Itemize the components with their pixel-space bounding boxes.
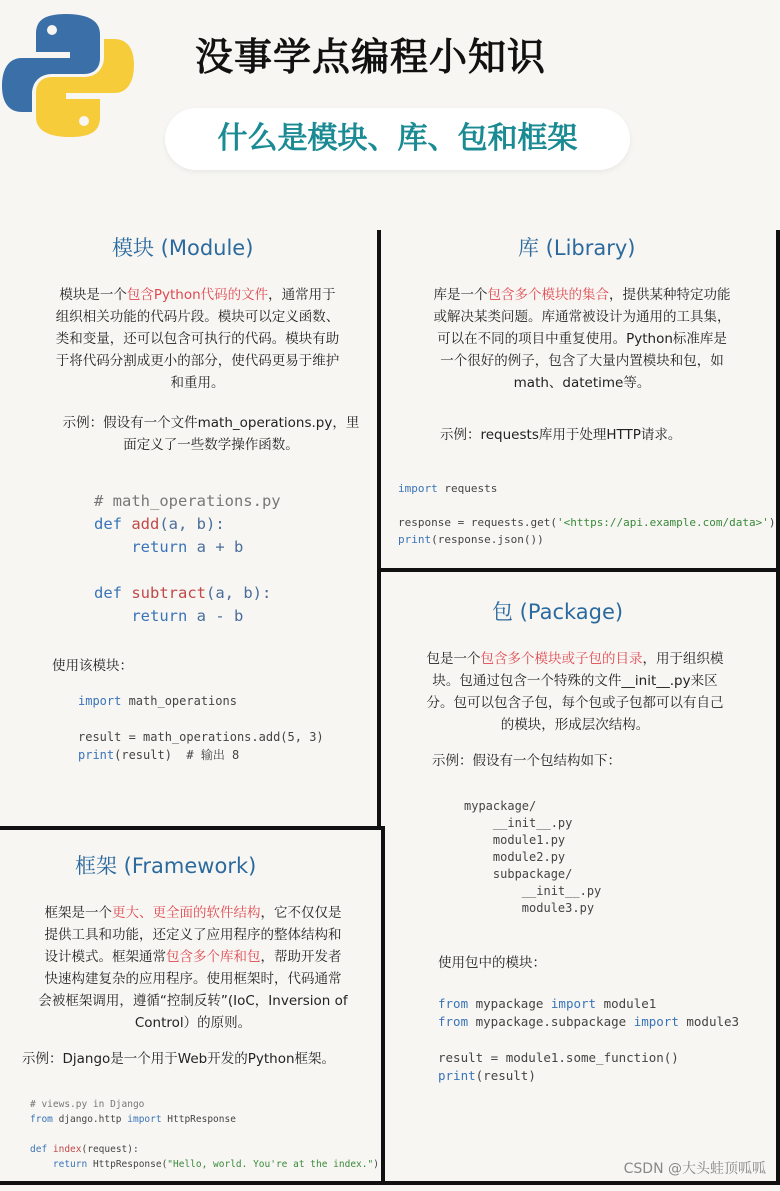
- library-title: 库 (Library): [518, 236, 636, 260]
- package-tree: mypackage/ __init__.py module1.py module2.py subpackage/ __init__.py module3.py: [464, 799, 602, 915]
- package-usage-code: from mypackage import module1 from mypackage.subpackage import module3 result = module1.some_function() print(result): [438, 996, 740, 1083]
- framework-highlight-1: 更大、更全面的软件结构: [112, 905, 261, 921]
- watermark: CSDN @大头蛙顶呱呱: [623, 1161, 766, 1177]
- divider-vertical-top: [377, 230, 381, 830]
- divider-bottom: [0, 1181, 780, 1185]
- framework-description: 框架是一个更大、更全面的软件结构，它不仅仅是提供工具和功能，还定义了应用程序的整体结构和设计模式。框架通常包含多个库和包，帮助开发者快速构建复杂的应用程序。使用框架时，代码通常会被框架调用，遵循“控制反转”(IoC，Inversion of Control）的原则。: [38, 905, 348, 1031]
- python-logo-icon: [0, 8, 135, 143]
- module-description: 模块是一个包含Python代码的文件，通常用于组织相关功能的代码片段。模块可以定义函数、类和变量，还可以包含可执行的代码。模块有助于将代码分割成更小的部分，使代码更易于维护和重用。: [55, 287, 340, 391]
- module-title: 模块 (Module): [112, 236, 254, 260]
- divider-vertical-bottom: [381, 826, 385, 1181]
- framework-highlight-2: 包含多个库和包: [166, 949, 261, 965]
- package-description: 包是一个包含多个模块或子包的目录，用于组织模块。包通过包含一个特殊的文件__init__.py来区分。包可以包含子包，每个包或子包都可以有自己的模块，形成层次结构。: [426, 651, 724, 733]
- framework-code-block: # views.py in Django from django.http import HttpResponse def index(request): return HttpResponse("Hello, world. You're at the index."): [30, 1099, 379, 1170]
- library-example: 示例：requests库用于处理HTTP请求。: [440, 427, 682, 443]
- module-usage-label: 使用该模块：: [52, 658, 133, 674]
- module-code-block: # math_operations.py def add(a, b): return a + b def subtract(a, b): return a - b: [94, 492, 281, 625]
- library-description: 库是一个包含多个模块的集合，提供某种特定功能或解决某类问题。库通常被设计为通用的工具集，可以在不同的项目中重复使用。Python标准库是一个很好的例子，包含了大量内置模块和包，如math、datetime等。: [433, 287, 731, 391]
- module-usage-code: import math_operations result = math_operations.add(5, 3) print(result) # 输出 8: [78, 694, 324, 762]
- divider-horizontal-right: [381, 568, 780, 572]
- package-usage-label: 使用包中的模块：: [438, 955, 546, 971]
- framework-example: 示例：Django是一个用于Web开发的Python框架。: [22, 1051, 336, 1067]
- package-highlight: 包含多个模块或子包的目录: [480, 651, 643, 667]
- library-code-block: import requests response = requests.get('<https://api.example.com/data>') print(response.json()): [398, 482, 776, 546]
- module-highlight: 包含Python代码的文件: [126, 287, 269, 303]
- divider-right: [776, 230, 780, 1185]
- divider-horizontal-left: [0, 826, 381, 830]
- page-subtitle: 什么是模块、库、包和框架: [217, 121, 578, 156]
- package-title: 包 (Package): [492, 600, 624, 624]
- module-example: 示例：假设有一个文件math_operations.py，里面定义了一些数学操作函数。: [62, 415, 360, 453]
- library-highlight: 包含多个模块的集合: [487, 287, 609, 303]
- framework-title: 框架 (Framework): [75, 854, 257, 878]
- page-title: 没事学点编程小知识: [195, 35, 547, 79]
- package-example: 示例：假设有一个包结构如下：: [432, 753, 621, 769]
